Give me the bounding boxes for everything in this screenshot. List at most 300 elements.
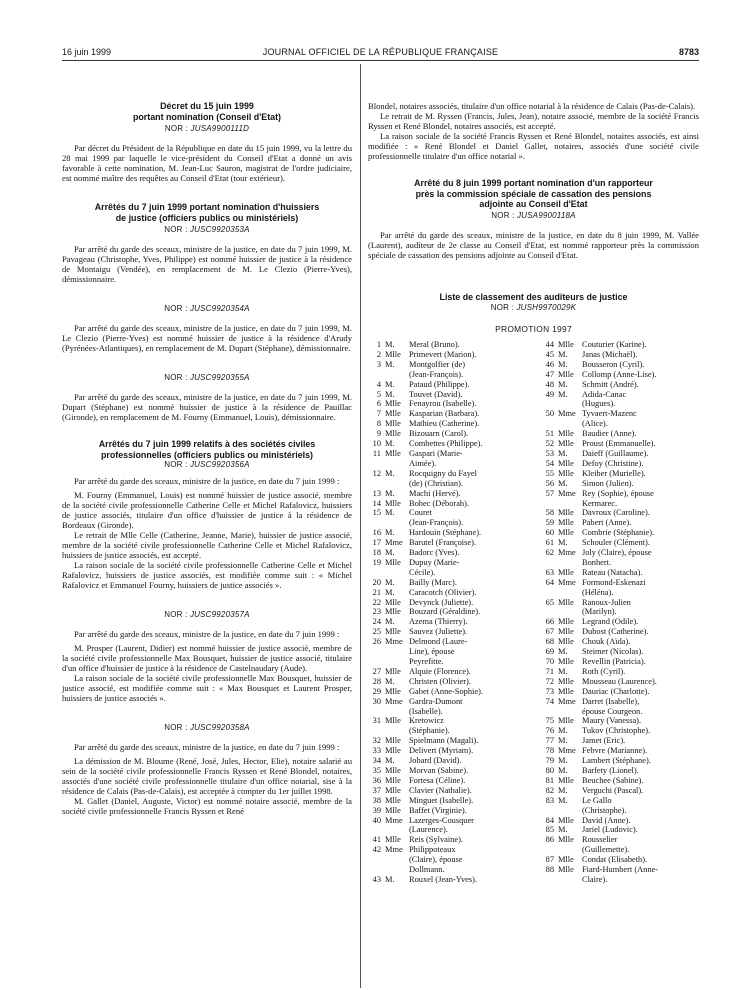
person-name: Davroux (Caroline). (582, 508, 650, 518)
civility: Mlle (385, 399, 401, 409)
rank-number: 6 (376, 399, 381, 409)
civility: Mme (385, 637, 403, 647)
ranking-entry (368, 806, 516, 816)
rank-number: 73 (545, 686, 554, 696)
rank-number: 40 (372, 815, 381, 825)
civility: M. (385, 488, 395, 498)
ranking-column-left (368, 340, 516, 885)
civility: Mme (385, 696, 403, 706)
ranking-entry (368, 716, 516, 736)
civility: M. (558, 736, 568, 746)
person-name: Couturier (Karine). (582, 340, 647, 349)
ranking-entry (541, 786, 699, 796)
ranking-entry (541, 796, 699, 816)
person-name: Revellin (Patricia). (582, 657, 646, 666)
rank-number: 74 (545, 696, 554, 706)
person-name: Jamet (Eric). (582, 736, 626, 746)
person-name: Primevert (Marion). (409, 349, 477, 359)
rank-number: 79 (545, 756, 554, 766)
rank-number: 58 (545, 508, 554, 518)
ranking-entry (541, 390, 699, 410)
ranking-entry (368, 756, 516, 766)
ranking-entry (541, 340, 699, 350)
ranking-entry (368, 835, 516, 845)
rank-number: 38 (372, 795, 381, 805)
rank-number: 24 (372, 617, 381, 627)
person-name: Bouzard (Géraldine). (409, 607, 481, 617)
ranking-entry (541, 360, 699, 370)
civility: Mlle (558, 865, 574, 875)
rank-number: 78 (545, 746, 554, 756)
person-name: Bohec (Déborah). (409, 498, 469, 508)
civility: Mlle (558, 835, 574, 845)
civility: Mlle (385, 498, 401, 508)
ranking-title: Liste de classement des auditeurs de justice (439, 291, 628, 302)
ranking-entry (368, 776, 516, 786)
column-divider (360, 64, 361, 988)
person-name: Christen (Olivier). (409, 676, 471, 686)
paragraph: Par arrêté du garde des sceaux, ministre de la justice, en date du 8 juin 1999, M. Vallée (Laurent), auditeur de 2e classe au Conseil d'Etat, est nommé rapporteur près la commission spéciale de cassation des pensions adjointe au Conseil d'Etat. (368, 229, 699, 260)
paragraph: Le retrait de M. Ryssen (Francis, Jules, Jean), notaire associé, membre de la société Francis Ryssen et René Blondel, notaires associés, est accepté. (368, 111, 699, 131)
person-name: Hardouin (Stéphane). (409, 528, 482, 538)
civility: M. (558, 349, 568, 359)
ranking-entry (368, 736, 516, 746)
civility: M. (558, 756, 568, 766)
civility: Mlle (385, 746, 401, 756)
rank-number: 88 (545, 865, 554, 875)
person-name: Montgolfier (de) (Jean-François). (409, 359, 466, 379)
ranking-entry (541, 528, 699, 538)
paragraph: Par arrêté du garde des sceaux, ministre de la justice, en date du 7 juin 1999, M. Le Clezio (Pierre-Yves) est nommé huissier de justice à la résidence d'Arudy (Pyrénées-Atlantiques), en remplacement de M. Dupart (Stéphane), démissionnaire. (62, 323, 352, 353)
rank-number: 47 (545, 369, 554, 379)
civility: Mlle (558, 686, 574, 696)
rank-number: 3 (376, 359, 381, 369)
ranking-entry (541, 538, 699, 548)
rank-number: 26 (372, 637, 381, 647)
rank-number: 80 (545, 765, 554, 775)
rank-number: 69 (545, 647, 554, 657)
ranking-entry (541, 489, 699, 509)
person-name: Reis (Sylvaine). (409, 835, 463, 845)
rank-number: 75 (545, 716, 554, 726)
person-name: Fenayrou (Isabelle). (409, 399, 477, 409)
civility: M. (558, 785, 568, 795)
ranking-entry (368, 528, 516, 538)
civility: Mlle (558, 617, 574, 627)
civility: Mlle (558, 439, 574, 449)
person-name: Formond-Eskenazi (Héléna). (582, 577, 646, 597)
ranking-entry (368, 766, 516, 776)
nor-reference: NOR : JUSC9920358A (164, 723, 250, 732)
rank-number: 68 (545, 637, 554, 647)
rank-number: 1 (376, 340, 381, 349)
civility: M. (385, 874, 395, 884)
rank-number: 87 (545, 855, 554, 865)
rank-number: 81 (545, 775, 554, 785)
rank-number: 4 (376, 379, 381, 389)
person-name: Delivert (Myriam). (409, 746, 474, 756)
person-name: Febvre (Marianne). (582, 746, 648, 756)
rank-number: 82 (545, 785, 554, 795)
person-name: Collomp (Anne-Lise). (582, 369, 657, 379)
civility: Mlle (385, 419, 401, 429)
person-name: Rocquigny du Fayel (de) (Christian). (409, 468, 477, 488)
person-name: Alquie (Florence). (409, 666, 471, 676)
person-name: Baffet (Virginie). (409, 805, 467, 815)
ranking-entry (368, 558, 516, 578)
rank-number: 36 (372, 775, 381, 785)
civility: Mlle (558, 775, 574, 785)
person-name: Meral (Bruno). (409, 340, 460, 349)
civility: Mme (558, 696, 576, 706)
civility: Mlle (385, 805, 401, 815)
person-name: Steimer (Nicolas). (582, 647, 644, 657)
person-name: Touvet (David). (409, 389, 463, 399)
header-date: 16 juin 1999 (62, 47, 112, 57)
rank-number: 55 (545, 468, 554, 478)
rank-number: 32 (372, 736, 381, 746)
person-name: Chouk (Aïda). (582, 637, 631, 647)
civility: M. (385, 379, 395, 389)
article-title: Arrêtés du 7 juin 1999 portant nomination d'huissiers de justice (officiers publics ou ministériels) (94, 202, 320, 223)
civility: M. (558, 825, 568, 835)
paragraph: Par arrêté du garde des sceaux, ministre de la justice, en date du 7 juin 1999, M. Dupart (Stéphane) est nommé huissier de justice à la résidence de Pauillac (Gironde), en remplacement de M. Fourny (Emmanuel, Louis), démissionnaire. (62, 392, 352, 422)
person-name: Kleiber (Murielle). (582, 468, 646, 478)
page-header (62, 47, 699, 61)
rank-number: 45 (545, 349, 554, 359)
civility: M. (385, 756, 395, 766)
paragraph: Blondel, notaires associés, titulaire d'un office notarial à la résidence de Calais (Pas-de-Calais). (368, 101, 696, 111)
person-name: Dubost (Catherine). (582, 627, 649, 637)
ranking-entry (541, 736, 699, 746)
civility: M. (385, 617, 395, 627)
ranking-entry (368, 697, 516, 717)
ranking-entry (368, 360, 516, 380)
paragraph: La raison sociale de la société Francis Ryssen et René Blondel, notaires associés, est ainsi modifiée : « René Blondel et Daniel Gallet, notaires, associés d'une société civile professionnelle titulaire d'un office notarial ». (368, 131, 699, 161)
person-name: Beuchee (Sabine). (582, 775, 644, 785)
civility: Mlle (558, 468, 574, 478)
civility: M. (385, 389, 395, 399)
paragraph: Par arrêté du garde des sceaux, ministre de la justice, en date du 7 juin 1999 : (74, 629, 340, 639)
civility: Mlle (558, 597, 574, 607)
person-name: Pataud (Philippe). (409, 379, 470, 389)
ranking-entry (368, 340, 516, 350)
person-name: Maury (Vanessa). (582, 716, 642, 726)
rank-number: 20 (372, 577, 381, 587)
civility: Mlle (385, 775, 401, 785)
ranking-entry (368, 796, 516, 806)
civility: Mme (558, 409, 576, 419)
rank-number: 7 (376, 409, 381, 419)
ranking-entry (368, 548, 516, 558)
ranking-entry (368, 875, 516, 885)
ranking-entry (541, 776, 699, 786)
person-name: Legrand (Odile). (582, 617, 639, 627)
ranking-entry (541, 697, 699, 717)
ranking-entry (368, 538, 516, 548)
person-name: Combrie (Stéphanie). (582, 528, 655, 538)
article-title: Arrêté du 8 juin 1999 portant nomination d'un rapporteur près la commission spéciale de cassation des pensions adjointe au Conseil d'Etat (414, 178, 653, 209)
paragraph: M. Prosper (Laurent, Didier) est nommé huissier de justice associé, membre de la société civile professionnelle Max Bousquet, huissier de justice associé, titulaire d'un office d'huissier de justice à la résidence de Castelnaudary (Aude). (62, 643, 352, 673)
rank-number: 85 (545, 825, 554, 835)
person-name: Darret (Isabelle), épouse Courgeon. (582, 696, 643, 716)
person-name: David (Anne). (582, 815, 631, 825)
paragraph: La raison sociale de la société civile professionnelle Max Bousquet, huissier de justice associé, est modifiée comme suit : « Max Bousquet et Laurent Prosper, huissiers de justice associés ». (62, 673, 352, 703)
ranking-entry (368, 439, 516, 449)
ranking-entry (541, 766, 699, 776)
civility: Mme (385, 538, 403, 548)
ranking-entry (541, 687, 699, 697)
person-name: Mathieu (Catherine). (409, 419, 480, 429)
civility: M. (558, 765, 568, 775)
person-name: Schouler (Clément). (582, 538, 650, 548)
ranking-entry (541, 746, 699, 756)
person-name: Schmitt (André). (582, 379, 639, 389)
ranking-entry (541, 716, 699, 726)
rank-number: 39 (372, 805, 381, 815)
rank-number: 62 (545, 548, 554, 558)
civility: Mme (558, 548, 576, 558)
ranking-entry (541, 865, 699, 885)
rank-number: 2 (376, 349, 381, 359)
rank-number: 65 (545, 597, 554, 607)
rank-number: 66 (545, 617, 554, 627)
rank-number: 54 (545, 458, 554, 468)
rank-number: 23 (372, 607, 381, 617)
paragraph: Par arrêté du garde des sceaux, ministre de la justice, en date du 7 juin 1999 : (74, 476, 340, 486)
rank-number: 70 (545, 657, 554, 666)
civility: M. (385, 508, 395, 518)
civility: M. (558, 359, 568, 369)
civility: Mlle (558, 528, 574, 538)
ranking-entry (541, 449, 699, 459)
rank-number: 71 (545, 666, 554, 676)
paragraph: La démission de M. Bloume (René, José, Jules, Hector, Elie), notaire salarié au sein de la société civile professionnelle Francis Ryssen et René Blondel, notaires, associés d'une société civile professionnelle titulaire d'un office notarial, sise à la résidence de Calais (Pas-de-Calais), est acceptée à compter du 1er juillet 1998. (62, 756, 352, 796)
paragraph: Par arrêté du garde des sceaux, ministre de la justice, en date du 7 juin 1999, M. Pavageau (Christophe, Yves, Philippe) est nommé huissier de justice à la résidence de Montaigu (Vendée), en remplacement de M. Le Clezio (Pierre-Yves), démissionnaire. (62, 244, 352, 284)
civility: Mme (385, 845, 403, 855)
rank-number: 8 (376, 419, 381, 429)
person-name: Dauriac (Charlotte). (582, 686, 650, 696)
person-name: Simon (Julien). (582, 478, 634, 488)
ranking-entry (541, 726, 699, 736)
nor-reference: NOR : JUSC9920354A (164, 304, 250, 313)
rank-number: 13 (372, 488, 381, 498)
person-name: Caracotch (Olivier). (409, 587, 477, 597)
nor-reference: NOR : JUSC9920355A (164, 373, 250, 382)
person-name: Tyvaert-Mazenc (Alice). (582, 409, 637, 429)
paragraph: Le retrait de Mlle Celle (Catherine, Jeanne, Marie), huissier de justice associé, membre de la société civile professionnelle Catherine Celle et Michel Rafalovicz, huissiers de justice associés, est accepté. (62, 530, 352, 560)
person-name: Daieff (Guillaume). (582, 448, 649, 458)
paragraph: M. Fourny (Emmanuel, Louis) est nommé huissier de justice associé, membre de la société civile professionnelle Catherine Celle et Michel Rafalovicz, huissiers de justice associés, titulaire d'un office d'huissier de justice à la résidence de Bordeaux (Gironde). (62, 490, 352, 530)
rank-number: 63 (545, 567, 554, 577)
rank-number: 25 (372, 627, 381, 637)
civility: M. (558, 389, 568, 399)
ranking-entry (541, 667, 699, 677)
ranking-entry (368, 499, 516, 509)
civility: M. (385, 548, 395, 558)
rank-number: 35 (372, 765, 381, 775)
civility: Mlle (558, 855, 574, 865)
ranking-entry (541, 756, 699, 766)
civility: Mlle (558, 815, 574, 825)
person-name: Machi (Hervé). (409, 488, 461, 498)
civility: M. (385, 468, 395, 478)
ranking-entry (368, 617, 516, 627)
ranking-entry (368, 607, 516, 617)
rank-number: 57 (545, 488, 554, 498)
rank-number: 10 (372, 439, 381, 449)
ranking-entry (541, 370, 699, 380)
nor-reference: NOR : JUSH9970029K (490, 303, 577, 312)
rank-number: 18 (372, 548, 381, 558)
rank-number: 12 (372, 468, 381, 478)
ranking-entry (368, 419, 516, 429)
person-name: Fiard-Humbert (Anne- Claire). (582, 865, 659, 884)
ranking-entry (541, 469, 699, 479)
rank-number: 64 (545, 577, 554, 587)
civility: M. (385, 439, 395, 449)
ranking-entry (368, 677, 516, 687)
civility: Mlle (558, 340, 574, 349)
ranking-entry (541, 409, 699, 429)
ranking-entry (541, 439, 699, 449)
rank-number: 29 (372, 686, 381, 696)
civility: Mlle (558, 567, 574, 577)
person-name: Rousselier (Guillemette). (582, 835, 630, 855)
civility: Mlle (558, 458, 574, 468)
civility: Mlle (558, 676, 574, 686)
ranking-entry (368, 588, 516, 598)
civility: Mlle (385, 795, 401, 805)
civility: Mme (558, 488, 576, 498)
rank-number: 60 (545, 528, 554, 538)
nor-reference: NOR : JUSA9900111D (164, 124, 250, 133)
rank-number: 61 (545, 538, 554, 548)
header-rule (62, 60, 699, 61)
rank-number: 22 (372, 597, 381, 607)
civility: Mlle (385, 627, 401, 637)
civility: Mlle (558, 657, 574, 666)
nor-reference: NOR : JUSA9900118A (491, 210, 576, 220)
ranking-entry (368, 469, 516, 489)
civility: Mlle (385, 666, 401, 676)
rank-number: 21 (372, 587, 381, 597)
right-column (368, 64, 699, 885)
rank-number: 59 (545, 518, 554, 528)
civility: M. (385, 340, 395, 349)
civility: Mlle (385, 409, 401, 419)
person-name: Bailly (Marc). (409, 577, 457, 587)
civility: Mlle (385, 835, 401, 845)
ranking-entry (541, 816, 699, 826)
person-name: Gaspari (Marie- Aimée). (409, 448, 463, 468)
rank-number: 11 (372, 448, 381, 458)
person-name: Bousseron (Cyril). (582, 359, 645, 369)
decree-title: Décret du 15 juin 1999 portant nomination (Conseil d'Etat) (132, 101, 282, 122)
ranking-entry (541, 518, 699, 528)
rank-number: 56 (545, 478, 554, 488)
ranking-entry (368, 627, 516, 637)
ranking-entry (541, 617, 699, 627)
person-name: Ranoux-Julien (Marilyn). (582, 597, 631, 617)
paragraph: La raison sociale de la société civile professionnelle Catherine Celle et Michel Rafalovicz, huissiers de justice associés, est modifiée comme suit : « Michel Rafalovicz et Emmanuel Fourny, huissiers de justice associés ». (62, 560, 352, 590)
rank-number: 5 (376, 389, 381, 399)
rank-number: 67 (545, 627, 554, 637)
civility: Mlle (385, 785, 401, 795)
person-name: Pabert (Anne). (582, 518, 632, 528)
person-name: Barfety (Lionel). (582, 765, 639, 775)
rank-number: 34 (372, 756, 381, 766)
ranking-list (368, 340, 699, 885)
person-name: Barutel (Françoise). (409, 538, 476, 548)
rank-number: 17 (372, 538, 381, 548)
ranking-entry (368, 390, 516, 400)
person-name: Delmond (Laure- Line), épouse Peyrefitte. (409, 637, 468, 666)
person-name: Morvan (Sabine). (409, 765, 469, 775)
ranking-entry (541, 548, 699, 568)
civility: M. (385, 676, 395, 686)
person-name: Verguchi (Pascal). (582, 785, 644, 795)
page-number: 8783 (678, 47, 699, 57)
rank-number: 84 (545, 815, 554, 825)
civility: M. (558, 726, 568, 736)
person-name: Roth (Cyril). (582, 666, 626, 676)
ranking-entry (368, 845, 516, 875)
ranking-entry (541, 647, 699, 657)
civility: Mlle (558, 369, 574, 379)
ranking-entry (541, 825, 699, 835)
civility: M. (558, 666, 568, 676)
civility: Mlle (558, 508, 574, 518)
person-name: Kretowicz (Stéphanie). (409, 716, 450, 736)
ranking-entry (368, 508, 516, 528)
ranking-entry (368, 687, 516, 697)
rank-number: 49 (545, 389, 554, 399)
rank-number: 37 (372, 785, 381, 795)
ranking-entry (541, 637, 699, 647)
civility: Mlle (385, 448, 401, 458)
ranking-entry (541, 598, 699, 618)
person-name: Proust (Emmanuelle). (582, 439, 656, 449)
civility: Mlle (558, 716, 574, 726)
person-name: Spielmann (Magali). (409, 736, 479, 746)
person-name: Fortesa (Céline). (409, 775, 466, 785)
ranking-entry (541, 835, 699, 855)
ranking-entry (368, 489, 516, 499)
nor-reference: NOR : JUSC9920356A (164, 460, 250, 469)
ranking-entry (368, 449, 516, 469)
ranking-column-right (541, 340, 699, 885)
civility: Mlle (385, 765, 401, 775)
person-name: Sauvez (Juliette). (409, 627, 468, 637)
person-name: Badorc (Yves). (409, 548, 460, 558)
civility: M. (558, 538, 568, 548)
rank-number: 19 (372, 557, 381, 567)
person-name: Jariel (Ludovic). (582, 825, 638, 835)
rank-number: 42 (372, 845, 381, 855)
ranking-entry (541, 677, 699, 687)
civility: Mlle (385, 736, 401, 746)
civility: Mlle (558, 518, 574, 528)
rank-number: 53 (545, 448, 554, 458)
journal-title: JOURNAL OFFICIEL DE LA RÉPUBLIQUE FRANÇAISE (262, 47, 499, 57)
person-name: Couret (Jean-François). (409, 508, 464, 528)
person-name: Rey (Sophie), épouse Kermarec. (582, 488, 654, 508)
ranking-entry (368, 429, 516, 439)
left-column (62, 64, 352, 816)
civility: Mlle (385, 349, 401, 359)
person-name: Devynck (Juliette). (409, 597, 474, 607)
